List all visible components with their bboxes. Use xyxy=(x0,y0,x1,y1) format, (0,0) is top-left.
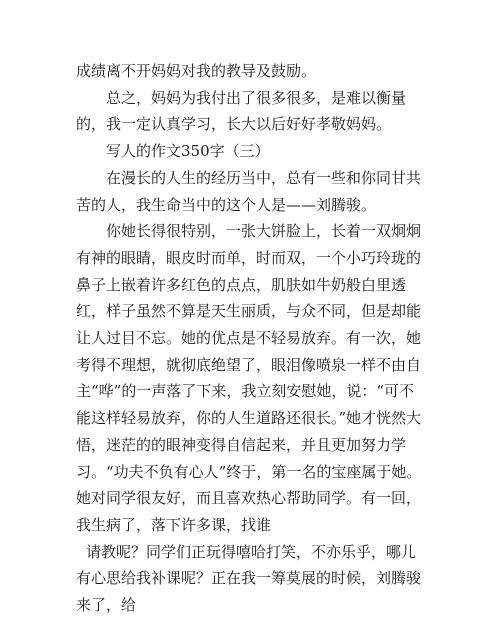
document-body xyxy=(76,58,426,619)
paragraph-5: 请教呢？同学们正玩得嘻哈打笑，不亦乐乎，哪儿有心思给我补课呢？正在我一筹莫展的时候，刘腾骏来了，给 xyxy=(76,542,422,615)
essay-heading: 写人的作文350字（三） xyxy=(106,142,270,161)
paragraph-2: 总之，妈妈为我付出了很多很多，是难以衡量的，我一定认真学习，长大以后好好孝敬妈妈。 xyxy=(76,88,407,134)
paragraph-3: 在漫长的人生的经历当中，总有一些和你同甘共苦的人，我生命当中的这个人是——刘腾骏。 xyxy=(76,168,422,214)
paragraph-4: 你她长得很特别，一张大饼脸上，长着一双炯炯有神的眼睛，眼皮时而单，时而双，一个小巧玲珑的鼻子上嵌着许多红色的点点，肌肤如牛奶般白里透红，样子虽然不算是天生丽质，与众不同，但是却能让人过目不忘。她的优点是不轻易放弃。有一次，她考得不理想，就彻底绝望了，眼泪像喷泉一样不由自主“哗”的一声落了下来，我立刻安慰她，说：“可不能这样轻易放弃，你的人生道路还很长。”她才恍然大悟，迷茫的的眼神变得自信起来，并且更加努力学习。“功夫不负有心人”终于，第一名的宝座属于她。她对同学很友好，而且喜欢热心帮助同学。有一回，我生病了，落下许多课，找谁 xyxy=(76,222,422,534)
paragraph-1: 成绩离不开妈妈对我的教导及鼓励。 xyxy=(76,62,317,80)
